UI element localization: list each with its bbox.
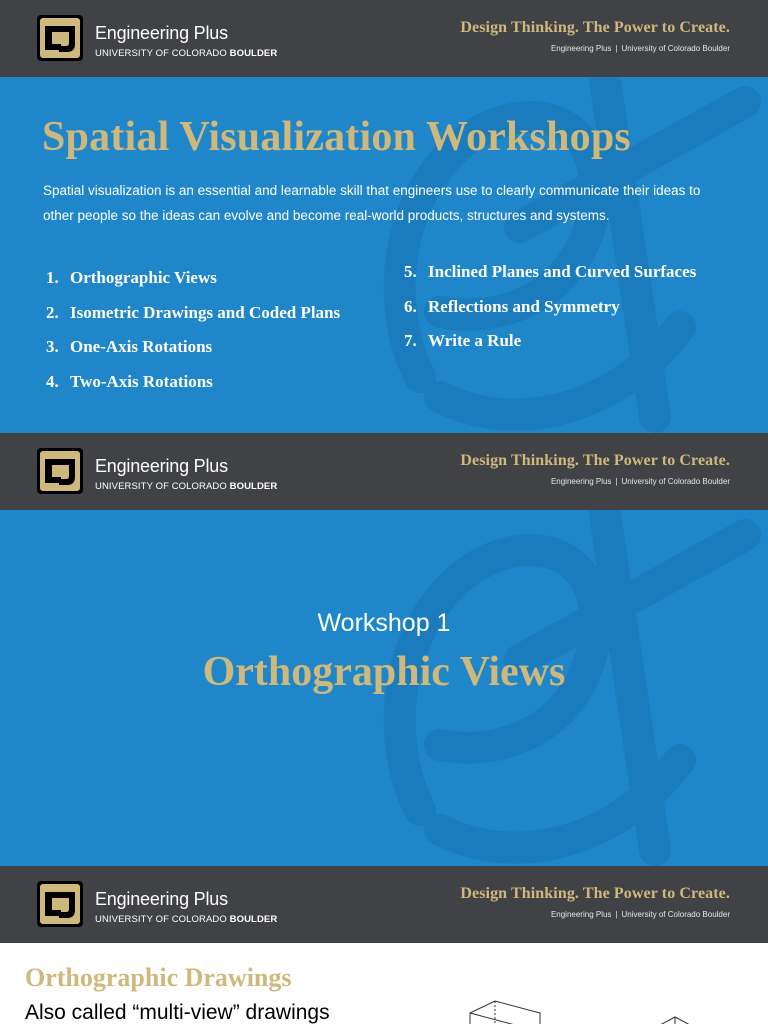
workshop-number: Workshop 1 — [317, 609, 451, 637]
tagline: Design Thinking. The Power to Create. — [460, 452, 730, 469]
list-item: 6. Reflections and Symmetry — [404, 296, 620, 316]
cu-logo-icon — [36, 14, 84, 62]
intro-paragraph: Spatial visualization is an essential and learnable skill that engineers use to clearly communicate their ideas to other people so the ideas can evolve and become real-world products, structures and systems. — [43, 183, 701, 223]
list-item: 5. Inclined Planes and Curved Surfaces — [404, 262, 697, 281]
header-subline: Engineering Plus | University of Colorado Boulder — [550, 477, 730, 486]
list-item: 4. Two-Axis Rotations — [46, 371, 213, 391]
header-bar — [0, 433, 768, 510]
cu-logo-icon — [36, 447, 84, 495]
workshop-list-left — [46, 268, 340, 406]
header-subline: Engineering Plus | University of Colorado Boulder — [550, 910, 730, 919]
slide-orthographic-drawings — [0, 943, 768, 1024]
page-title: Spatial Visualization Workshops — [42, 114, 631, 160]
header-subline: Engineering Plus | University of Colorado Boulder — [550, 44, 730, 53]
slide-title: Orthographic Drawings — [25, 963, 292, 992]
cu-logo-icon — [36, 880, 84, 928]
list-item: 7. Write a Rule — [404, 331, 522, 350]
brand-name: Engineering Plus — [95, 23, 228, 43]
university-name: UNIVERSITY OF COLORADO BOULDER — [95, 914, 278, 925]
slide-subtitle: Also called “multi-view” drawings — [25, 1001, 330, 1024]
header-bar — [0, 866, 768, 943]
header-bar — [0, 0, 768, 77]
isometric-sketch-icon — [465, 997, 725, 1024]
university-name: UNIVERSITY OF COLORADO BOULDER — [95, 48, 278, 59]
workshop-list-right — [404, 262, 696, 366]
list-item: 3. One-Axis Rotations — [46, 337, 213, 356]
slide-workshops-overview — [0, 77, 768, 433]
slide-workshop-1 — [0, 510, 768, 866]
workshop-title: Orthographic Views — [202, 649, 566, 695]
list-item: 1. Orthographic Views — [46, 268, 217, 287]
university-name: UNIVERSITY OF COLORADO BOULDER — [95, 481, 278, 492]
tagline: Design Thinking. The Power to Create. — [460, 885, 730, 902]
tagline: Design Thinking. The Power to Create. — [460, 19, 730, 36]
brand-name: Engineering Plus — [95, 889, 228, 909]
brand-name: Engineering Plus — [95, 456, 228, 476]
list-item: 2. Isometric Drawings and Coded Plans — [46, 302, 341, 322]
